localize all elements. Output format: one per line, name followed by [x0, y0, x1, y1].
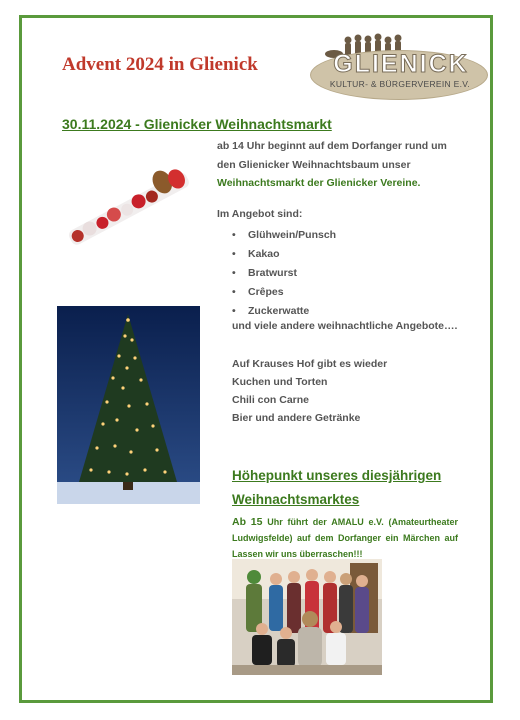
event-heading: 30.11.2024 - Glienicker Weihnachtsmarkt — [62, 116, 332, 132]
krause-line: Chili con Carne — [232, 394, 310, 406]
highlight-time: 15 — [250, 516, 263, 528]
bullet-icon: • — [232, 229, 236, 241]
highlight-heading-line1: Höhepunkt unseres diesjährigen — [232, 468, 442, 483]
offer-item-label: Bratwurst — [248, 267, 298, 279]
list-item — [232, 283, 336, 302]
offer-item-label: Glühwein/Punsch — [248, 229, 337, 241]
list-item — [232, 226, 336, 245]
theater-group-photo — [232, 559, 382, 675]
krause-line: Bier und andere Getränke — [232, 412, 361, 424]
logo-subtitle: KULTUR- & BÜRGERVEREIN E.V. — [329, 79, 471, 89]
bullet-icon: • — [232, 286, 236, 298]
event-intro — [217, 137, 467, 193]
highlight-heading — [232, 464, 472, 512]
krause-line: Kuchen und Torten — [232, 376, 328, 388]
krause-line: Auf Krauses Hof gibt es wieder — [232, 358, 388, 370]
bullet-icon: • — [232, 248, 236, 260]
list-item — [232, 264, 336, 283]
logo-wordmark: GLIENICK — [333, 50, 469, 78]
intro-highlight: Weihnachtsmarkt der Glienicker Vereine. — [217, 177, 421, 189]
intro-line: den Glienicker Weihnachtsbaum unser — [217, 158, 411, 171]
offer-more: und viele andere weihnachtliche Angebote…. — [232, 320, 458, 332]
christmas-ornaments-image — [58, 165, 198, 250]
offer-item-label: Crêpes — [248, 286, 284, 298]
offer-title: Im Angebot sind: — [217, 208, 303, 220]
highlight-text — [232, 514, 458, 562]
list-item — [232, 245, 336, 264]
page-title: Advent 2024 in Glienick — [62, 54, 258, 75]
offer-item-label: Kakao — [248, 248, 280, 260]
intro-line: ab 14 Uhr beginnt auf dem Dorfanger rund um — [217, 140, 447, 152]
club-logo — [310, 32, 488, 100]
bullet-icon: • — [232, 267, 236, 279]
krause-section — [232, 355, 387, 427]
highlight-heading-line2: Weihnachtsmarktes — [232, 492, 360, 507]
highlight-ab: Ab — [232, 516, 246, 528]
offer-list — [232, 226, 336, 321]
offer-item-label: Zuckerwatte — [248, 305, 310, 317]
bullet-icon: • — [232, 305, 236, 317]
list-item — [232, 302, 336, 321]
highlight-body: Uhr führt der AMALU e.V. (Amateurtheater Ludwigsfelde) auf dem Dorfanger ein Märchen auf Lassen wir uns überraschen!!! — [232, 517, 458, 559]
christmas-tree-image — [57, 306, 200, 504]
